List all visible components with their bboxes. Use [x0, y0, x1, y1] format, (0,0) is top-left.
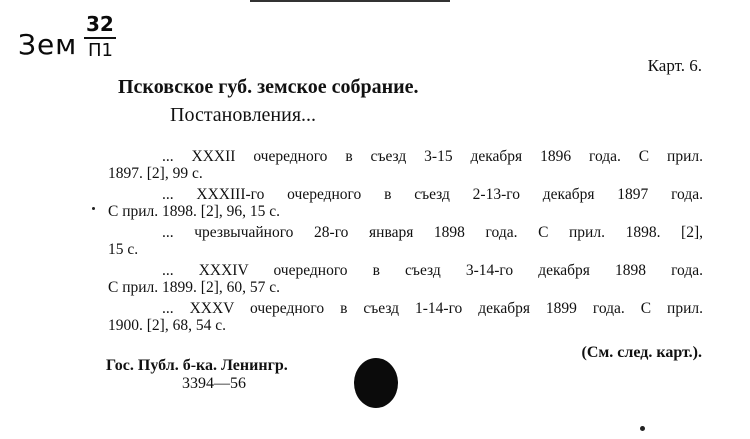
card-heading: Псковское губ. земское собрание.	[118, 76, 419, 98]
entry-first-line: ... XXXV очередного в съезд 1-14-го декабря 1899 года. С прил.	[162, 300, 703, 317]
entry	[108, 148, 703, 182]
top-rule	[250, 0, 450, 2]
card-subheading: Постановления...	[170, 104, 317, 126]
card-number: Карт. 6.	[647, 56, 702, 75]
entry-continuation: С прил. 1899. [2], 60, 57 с.	[108, 279, 280, 296]
entry-continuation: 15 с.	[108, 241, 139, 258]
entry-first-line: ... XXXII очередного в съезд 3-15 декабря 1896 года. С прил.	[162, 148, 703, 165]
entry-first-line: ... XXXIII-го очередного в съезд 2-13-го декабря 1897 года.	[162, 186, 703, 203]
ink-speck	[92, 207, 95, 210]
entry	[108, 300, 703, 334]
entry-list	[108, 148, 703, 338]
entry	[108, 186, 703, 220]
shelfmark-numerator: 32	[86, 12, 114, 36]
entry-first-line: ... XXXIV очередного в съезд 3-14-го декабря 1898 года.	[162, 262, 703, 279]
shelfmark-prefix: Зем	[18, 28, 78, 61]
see-next-card-note: (См. след. карт.).	[581, 344, 702, 361]
card-code: 3394—56	[182, 375, 246, 392]
ink-speck	[640, 426, 645, 431]
entry-continuation: С прил. 1898. [2], 96, 15 с.	[108, 203, 280, 220]
library-stamp: Гос. Публ. б-ка. Ленингр.	[106, 357, 288, 374]
punch-hole	[354, 358, 398, 408]
entry	[108, 262, 703, 296]
entry	[108, 224, 703, 258]
entry-first-line: ... чрезвычайного 28-го января 1898 года. С прил. 1898. [2],	[162, 224, 703, 241]
entry-continuation: 1900. [2], 68, 54 с.	[108, 317, 226, 334]
shelfmark-fraction-line	[84, 37, 116, 39]
entry-continuation: 1897. [2], 99 с.	[108, 165, 203, 182]
shelfmark-denominator: П1	[88, 40, 113, 61]
